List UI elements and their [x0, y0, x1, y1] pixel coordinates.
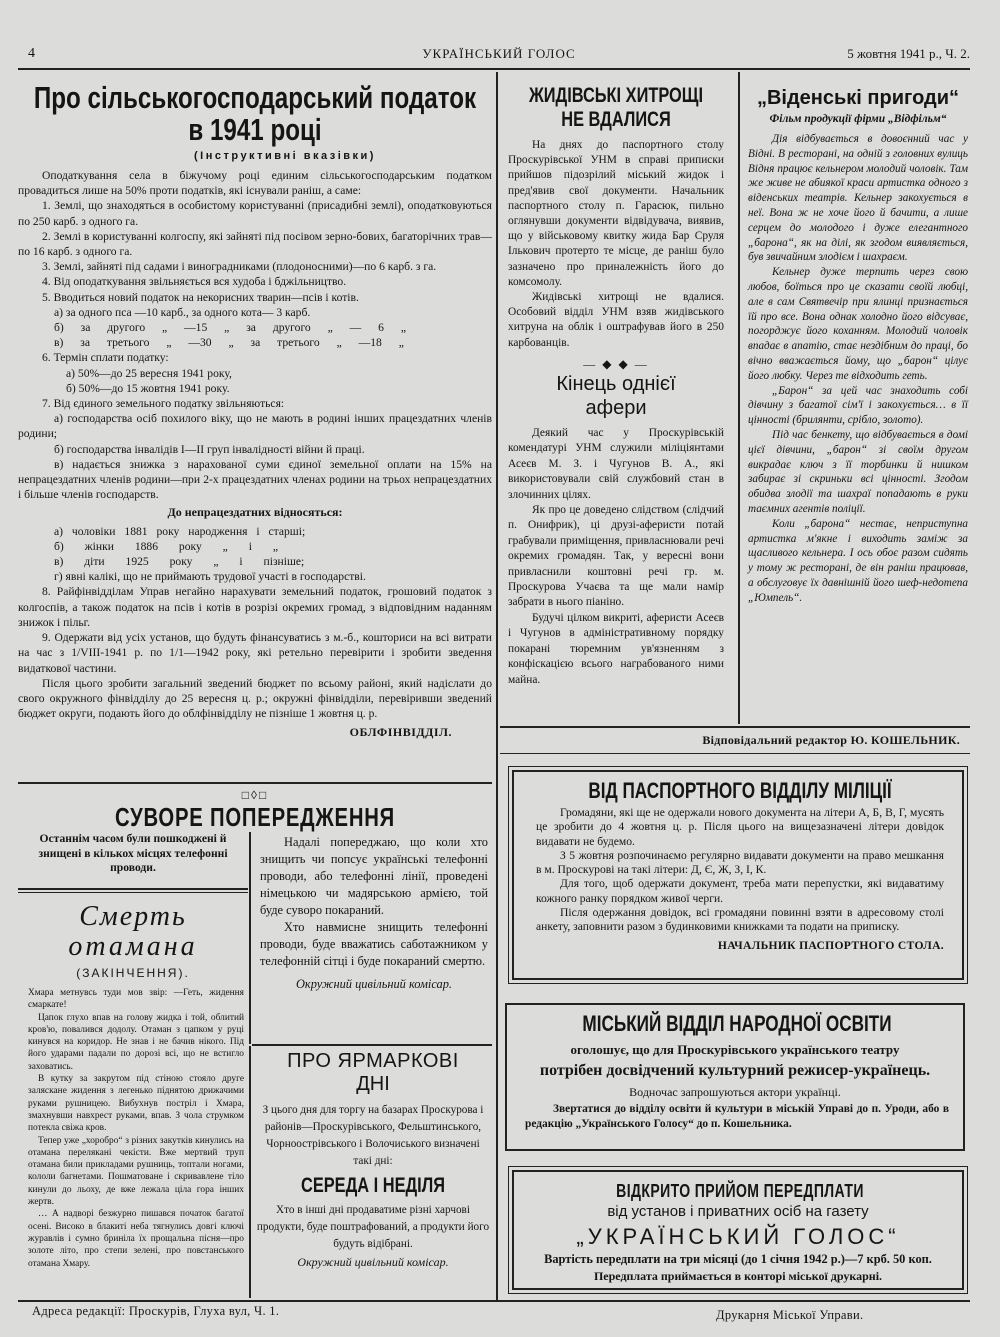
- fairs-signature: Окружний цивільний комісар.: [297, 1255, 449, 1269]
- tax-item-3: 3. Землі, зайняті під садами і виноградниками (плодоносними)—по 6 карб. з га.: [42, 260, 437, 274]
- nonworking-header: До непрацездатних відносяться:: [167, 505, 343, 520]
- tax-title-line2: в 1941 році: [188, 112, 322, 147]
- editor-line: Відповідальний редактор Ю. КОШЕЛЬНИК.: [702, 733, 960, 747]
- jewish-article: [502, 84, 730, 372]
- footer-rule: [18, 1300, 970, 1302]
- film-p4: Під час бенкету, що відбувається в домі цієї дівчини, „барон“ зі своїм другом викрадає ключ з її торбинки й нишком забирає зі скриньки всі цінності. Згодом обидва злодії та шахраї попадають в руки таємних агентів поліції.: [748, 428, 968, 515]
- warning-bottom-rule: [252, 1044, 492, 1046]
- warning-title: СУВОРЕ ПОПЕРЕДЖЕННЯ: [114, 802, 396, 832]
- fraud-p3: Будучі цілком викриті, аферисти Асеєв і Чугунов в адміністративному порядку покарані тюремним ув'язненням з конфіскацією всього награбованого ними майна.: [508, 611, 724, 686]
- fraud-p2: Як про це доведено слідством (слідчий п. Онифрик), ці друзі-аферисти потай грабували приміщення, привласнювали речі окремих громадян. Так, у вересні вони привласнили коштовні речі гр. м. Проскурова Учаєва та ще мали намір забрати в нього піаніно.: [508, 504, 724, 609]
- tax-item-4: 4. Від оподаткування звільняється вся худоба і бджільництво.: [42, 275, 347, 289]
- nonworking-c: в) діти 1925 року „ і пізніше;: [54, 555, 305, 569]
- film-title: „Віденські пригоди“: [756, 87, 960, 109]
- tax-item-1: 1. Землі, що знаходяться в особистому користуванні (присадибні землі), оподатковуються по 250 карб. з одного га.: [18, 199, 492, 228]
- warning-body-2: Хто навмисне знищить телефонні проводи, буде вважатись саботажником у телефонній сітці і буде покараний смертю.: [260, 920, 488, 968]
- passport-signature: НАЧАЛЬНИК ПАСПОРТНОГО СТОЛА.: [717, 938, 944, 952]
- nonworking-d: г) явні калікі, що не приймають трудової участі в господарстві.: [54, 570, 366, 584]
- jewish-title-line1: ЖИДІВСЬКІ ХИТРОЩІ: [528, 84, 704, 107]
- dogcat-rate-3: в) за третього „ —30 „ за третього „ —18 „: [54, 336, 404, 350]
- warning-lead-rule: [18, 888, 248, 890]
- warning-article: [18, 788, 492, 831]
- column-divider-2: [738, 72, 740, 724]
- education-line3: Водночас запрошуються актори українці.: [629, 1085, 841, 1099]
- fraud-p1: Деякий час у Проскурівській комендатурі УНМ служили міліціянтами Асеєв М. З. і Чугунов В. А., які використовували свій службовий стан в злочинних цілях.: [508, 427, 724, 501]
- passport-title: ВІД ПАСПОРТНОГО ВІДДІЛУ МІЛІЦІЇ: [588, 778, 892, 803]
- footer-printer: Друкарня Міської Управи.: [716, 1308, 864, 1322]
- education-line1: оголошує, що для Проскурівського українського театру: [570, 1042, 900, 1057]
- education-notice: [505, 1003, 965, 1151]
- warning-lead: Останнім часом були пошкоджені й знищені в кількох місцях телефонні проводи.: [38, 832, 228, 874]
- story-p2: Цапок глухо впав на голову жидка і той, облитий кров'ю, повалився додолу. Отаман з цапком у руці кинувся на коридор. Не знав і не бачив нікого. Під його ударами падали по дорозі всі, що не встигло заховатись.: [28, 1012, 244, 1072]
- tax-intro: Оподаткування села в біжучому році единим сільськогосподарським податком провадиться лише на 50% проти податків, які існували раніш, а саме:: [18, 169, 492, 198]
- nonworking-b: б) жінки 1886 року „ і „: [54, 539, 278, 553]
- tax-exempt-c: в) надається знижка з нарахованої суми єдиної земельної оплати на 15% на непрацездатних членів родини—при 2-х працездатних членах родини на трьох непрацездатних і більше членів господарств.: [18, 457, 492, 502]
- warning-body-1: Надалі попереджаю, що коли хто знищить чи попсує українські телефонні проводи, або телефонні лінії, проведені німецькою чи мадярською армією, той буде суворо покараний.: [260, 835, 488, 917]
- film-p1: Дія відбувається в довоєнний час у Відні. В ресторані, на одній з головних вулиць Відня працює кельнером молодий чоловік. Там же живе не абиякої краси артистка одного з віденських театрів. Кельнер закохується в неї. Вона ж не хоче його й бачити, а лише серцем до молодого і дуже елегантного „барона“, як на ділі, як згодом виявляється, був звичайним злодієм і шахраєм.: [748, 133, 968, 264]
- newspaper-title: УКРАЇНСЬКИЙ ГОЛОС: [422, 46, 576, 61]
- subscription-notice: [512, 1170, 964, 1290]
- fairs-body-2: Хто в інші дні продаватиме різні харчові продукти, буде поштрафований, а продукти його будуть відібрані.: [256, 1204, 490, 1250]
- film-p3: „Барон“ за цей час знаходить собі дівчину з багатої сім'ї і закохується… в її цінності (брилянти, срібло, золото).: [748, 384, 968, 427]
- warning-signature: Окружний цивільний комісар.: [295, 977, 453, 991]
- jewish-ornament: — ◆ ◆ —: [583, 356, 649, 371]
- jewish-title-line2: НЕ ВДАЛИСЯ: [561, 108, 671, 131]
- jewish-p2: Жидівські хитрощі не вдалися. Особовий відділ УНМ взяв жидівського хитруна на облік і оштрафував його в 250 карбованців.: [508, 291, 724, 349]
- header-rule: [18, 68, 970, 70]
- page-number: 4: [28, 46, 35, 61]
- nonworking-a: а) чоловіки 1881 року народження і старші;: [54, 524, 306, 538]
- tax-item-8: 8. Райфінвідділам Управ негайно нарахувати земельний податок, грошовий податок з колгоспів, а також податок на псів і котів в розрізі окремих громад, з відповідним наданням знижок і пільг.: [18, 585, 492, 629]
- film-subtitle: Фільм продукції фірми „Відфільм“: [769, 113, 947, 125]
- tax-item-5: 5. Вводиться новий податок на некорисних тварин—псів і котів.: [42, 290, 359, 304]
- fraud-title-line1: Кінець однієї: [556, 373, 676, 395]
- passport-p1: Громадяни, які ще не одержали нового документа на літери А, Б, В, Г, мусять це зробити до 4 жовтня ц. р. Після цього на вищезазначені літери довідок видавати не будемо.: [536, 806, 944, 848]
- tax-subtitle: (Інструктивні вказівки): [194, 150, 376, 162]
- tax-title-line1: Про сільськогосподарський податок: [33, 80, 477, 115]
- fraud-body: [502, 426, 730, 688]
- tax-article: [18, 82, 492, 741]
- fairs-days: СЕРЕДА І НЕДІЛЯ: [300, 1174, 446, 1197]
- story-p4: Тепер уже „хоробро“ з різних закутків кинулись на отамана переляканi чекісти. Вже мертвий труп отамана били прикладами рушниць, топтали ногами, кололи багнетами. Пошматоване і скривавлене тіло кинули до льоху, де вже лежала ціла гора інших жертв.: [28, 1135, 244, 1208]
- subscription-name: „УКРАЇНСЬКИЙ ГОЛОС“: [576, 1224, 900, 1249]
- story-p3: В кутку за закрутом під стіною стояло друге заляскане жидення з легенько піднятою дрижачими руками рушницею. Вибухнув постріл і Хмара, змахнувши навхрест руками, впав. З чола струмком потекла свіжа кров.: [28, 1074, 244, 1134]
- fairs-title-line1: ПРО ЯРМАРКОВІ: [287, 1050, 459, 1072]
- warning-divider: [249, 832, 251, 1044]
- tax-bottom-rule: [18, 782, 492, 784]
- jewish-p1: На днях до паспортного столу Проскурівської УНМ в справі приписки прийшов підозрілий міський жидок і пред'явив свої документи. Начальник паспортного столу п. Гарасюк, пильно оглянувши документи відвідувача, виявив, що у військовому квитку жида Бар Сруля Ількович протерто те місце, де раніш було зазначено про приналежність його до комсомолу.: [508, 139, 724, 288]
- education-line2: потрібен досвідчений культурний режисер-українець.: [539, 1062, 931, 1079]
- dogcat-rate-2: б) за другого „ —15 „ за другого „ — 6 „: [54, 321, 406, 335]
- story-title-line1: Смерть: [79, 901, 187, 932]
- tax-item-6: 6. Термін сплати податку:: [42, 351, 169, 365]
- story-p1: Хмара метнувсь туди мов звір: —Геть, жидення смаркате!: [28, 988, 244, 1011]
- tax-term-2: б) 50%—до 15 жовтня 1941 року.: [66, 381, 230, 395]
- tax-body: [18, 168, 492, 741]
- dogcat-rate-1: а) за одного пса —10 карб., за одного кота— 3 карб.: [54, 305, 311, 319]
- passport-p4: Після одержання довідок, всі громадяни повинні взяти в адресовому столі анкету, заповнити разом з будинковими книжками та подати на приписку.: [536, 906, 944, 934]
- editor-top-rule: [500, 726, 970, 728]
- tax-item-2: 2. Землі в користуванні колгоспу, які зайняті під посівом зерно-бових, багаторічних трав—по 16 карб. з одного га.: [18, 229, 492, 259]
- tax-exempt-b: б) господарства інвалідів І—ІІ груп інвалідності війни й праці.: [54, 442, 365, 456]
- subscription-price: Вартість передплати на три місяці (до 1 січня 1942 р.)—7 крб. 50 коп.: [544, 1252, 932, 1266]
- subscription-line1: ВІДКРИТО ПРИЙОМ ПЕРЕДПЛАТИ: [616, 1181, 864, 1201]
- tax-term-1: а) 50%—до 25 вересня 1941 року,: [66, 366, 232, 380]
- film-body: [744, 132, 972, 606]
- story-divider: [249, 1046, 251, 1298]
- education-title: МІСЬКИЙ ВІДДІЛ НАРОДНОЇ ОСВІТИ: [582, 1011, 892, 1036]
- tax-item-7: 7. Від єдиного земельного податку звільняються:: [42, 397, 285, 411]
- fraud-title-line2: афери: [585, 397, 647, 419]
- column-divider-1: [496, 72, 498, 1300]
- education-line4: Звертатися до відділу освіти й культури в міській Управі до п. Уроди, або в редакцію „Українського Голосу“ до п. Кошельника.: [525, 1103, 949, 1130]
- story-title-line2: отамана: [68, 931, 198, 962]
- tax-outro: Після цього зробити загальний зведений бюджет по всьому районі, який надіслати до свого окружного фінвідділу до 25 вересня ц. р.; окружні фінвідділи, перевіривши зведений бюджет округи, подають його до облфінвідділу не пізніше 1 жовтня ц. р.: [18, 676, 492, 721]
- page-header: [28, 44, 970, 66]
- passport-p2: З 5 жовтня розпочинаємо регулярно видавати документи на право мешкання в м. Проскурові на такі літери: Д, Є, Ж, З, І, К.: [536, 848, 944, 877]
- tax-signature: ОБЛФІНВІДДІЛ.: [349, 725, 452, 740]
- tax-item-9: 9. Одержати від усіх установ, що будуть фінансуватись з м.-б., кошториси на всі витрати на час з 1/VIII-1941 р. по 1/1—1942 року, які ретельно перевірити і зробити зведення видаткової частини.: [18, 631, 492, 675]
- passport-notice: [512, 770, 964, 980]
- passport-p3: Для того, щоб одержати документ, треба мати перепустки, які видаватиму кожного ранку порядком живої черги.: [536, 877, 944, 905]
- jewish-body: [502, 138, 730, 351]
- issue-date: 5 жовтня 1941 р., Ч. 2.: [847, 46, 970, 61]
- film-p5: Коли „барона“ нестає, неприступна артистка м'якне і виходить заміж за щасливого кельнера. І ось обоє разом сидять у тому ж ресторані, де він раніш працював, а обслуговує їх давнішній його шеф-недотепа „Юмпель“.: [748, 517, 968, 604]
- story-subtitle: (ЗАКІНЧЕННЯ).: [76, 966, 190, 980]
- subscription-line2: від установ і приватних осіб на газету: [607, 1203, 869, 1220]
- tax-exempt-a: а) господарства осіб похилого віку, що не мають в родині інших працездатних членів родини;: [18, 412, 492, 441]
- story-top-rule: [18, 892, 248, 893]
- subscription-line4: Передплата приймається в конторі міської друкарні.: [593, 1269, 883, 1283]
- footer-address: Адреса редакції: Проскурів, Глуха вул, Ч. 1.: [32, 1304, 280, 1318]
- fairs-body-1: З цього дня для торгу на базарах Проскурова і районів—Проскурівського, Фельштинського, Чорноострівського і Волочиського визначені такі дні:: [262, 1104, 484, 1167]
- film-p2: Кельнер дуже терпить через свою любов, боїться про це сказати своїй любці, але в сам Святвечір при ялинці признається їй про все. Вона однак холодно його відсуває, погорджує його коханням. Молодий чоловік впадає в апатію, стає нездібним до праці, бо вічно вважається йому, що „барон“ цілує його любку. Через те відходить геть.: [748, 266, 968, 382]
- fairs-title-line2: ДНІ: [356, 1073, 390, 1095]
- story-heading: [18, 902, 248, 980]
- story-p5: … А надворі безжурно пишався початок багатої осені. Високо в блакиті неба тягнулись довгі ключі журавлів і сумно бриніла їх прощальна пісня—про золоте літо, про степи зелені, про повстанського отамана Хмару.: [28, 1209, 244, 1269]
- film-article: [744, 86, 972, 606]
- fraud-article: [502, 372, 730, 688]
- fairs-article: [256, 1050, 490, 1270]
- passport-body: [514, 804, 962, 953]
- warning-body: [260, 834, 488, 993]
- editor-bottom-rule: [500, 753, 970, 754]
- story-body: [28, 987, 244, 1270]
- warning-ornament: □◊□: [241, 788, 269, 802]
